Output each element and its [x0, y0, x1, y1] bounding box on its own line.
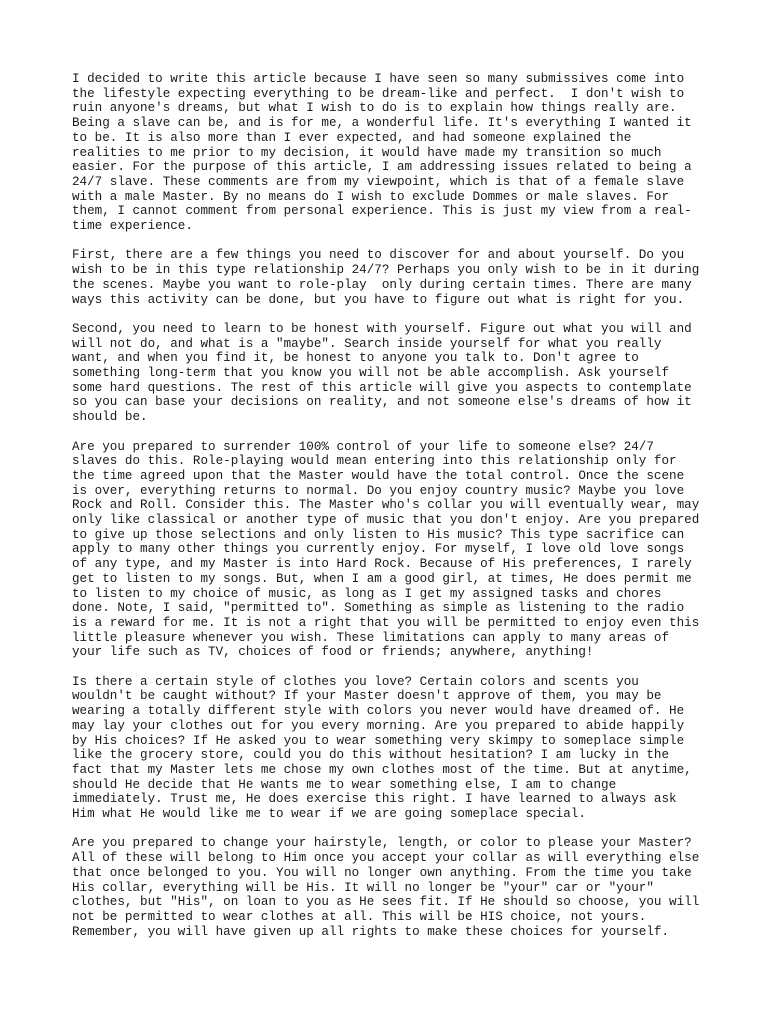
paragraph-intro: I decided to write this article because I have seen so many submissives come into the lifestyle expecting everything to be dream-like and perfect. I don't wish to ruin anyone's dreams, but what I wish to do is to explain how things really are. Being a slave can be, and is for me, a wonderful life. It's everything I wanted it to be. It is also more than I ever expected, and had someone explained the realities to me prior to my decision, it would have made my transition so much easier. For the purpose of this article, I am addressing issues related to being a 24/7 slave. These comments are from my viewpoint, which is that of a female slave with a male Master. By no means do I wish to exclude Dommes or male slaves. For them, I cannot comment from personal experience. This is just my view from a real- time experience. — [72, 72, 692, 234]
paragraph-discover-yourself: First, there are a few things you need to discover for and about yourself. Do you wish to be in this type relationship 24/7? Perhaps you only wish to be in it during the scenes. Maybe you want to role-play only during certain times. There are many ways this activity can be done, but you have to figure out what is right for you. — [72, 248, 700, 307]
paragraph-hairstyle: Are you prepared to change your hairstyle, length, or color to please your Master? All of these will belong to Him once you accept your collar as will everything else that once belonged to you. You will no longer own anything. From the time you take His collar, everything will be His. It will no longer be "your" car or "your" clothes, but "His", on loan to you as He sees fit. If He should so choose, you will not be permitted to wear clothes at all. This will be HIS choice, not yours. Remember, you will have given up all rights to make these choices for yourself. — [72, 836, 700, 939]
article-body — [72, 72, 712, 954]
paragraph-be-honest: Second, you need to learn to be honest with yourself. Figure out what you will and will not do, and what is a "maybe". Search inside yourself for what you really want, and when you find it, be honest to anyone you talk to. Don't agree to something long-term that you know you will not be able accomplish. Ask yourself some hard questions. The rest of this article will give you aspects to contemplate so you can base your decisions on reality, and not someone else's dreams of how it should be. — [72, 321, 692, 425]
paragraph-clothes: Is there a certain style of clothes you love? Certain colors and scents you wouldn't be caught without? If your Master doesn't approve of them, you may be wearing a totally different style with colors you never would have dreamed of. He may lay your clothes out for you every morning. Are you prepared to abide happily by His choices? If He asked you to wear something very skimpy to someplace simple like the grocery store, could you do this without hesitation? I am lucky in the fact that my Master lets me chose my own clothes most of the time. But at anytime, should He decide that He wants me to wear something else, I am to change immediately. Trust me, He does exercise this right. I have learned to always ask Him what He would like me to wear if we are going someplace special. — [72, 674, 692, 822]
paragraph-surrender-control: Are you prepared to surrender 100% control of your life to someone else? 24/7 slaves do this. Role-playing would mean entering into this relationship only for the time agreed upon that the Master would have the total control. Once the scene is over, everything returns to normal. Do you enjoy country music? Maybe you love Rock and Roll. Consider this. The Master who's collar you will eventually wear, may only like classical or another type of music that you don't enjoy. Are you prepared to give up those selections and only listen to His music? This type sacrifice can apply to many other things you currently enjoy. For myself, I love old love songs of any type, and my Master is into Hard Rock. Because of His preferences, I rarely get to listen to my songs. But, when I am a good girl, at times, He does permit me to listen to my choice of music, as long as I get my assigned tasks and chores done. Note, I said, "permitted to". Something as simple as listening to the radio is a reward for me. It is not a right that you will be permitted to enjoy even this little pleasure whenever you wish. These limitations can apply to many areas of your life such as TV, choices of food or friends; anywhere, anything! — [72, 439, 700, 660]
